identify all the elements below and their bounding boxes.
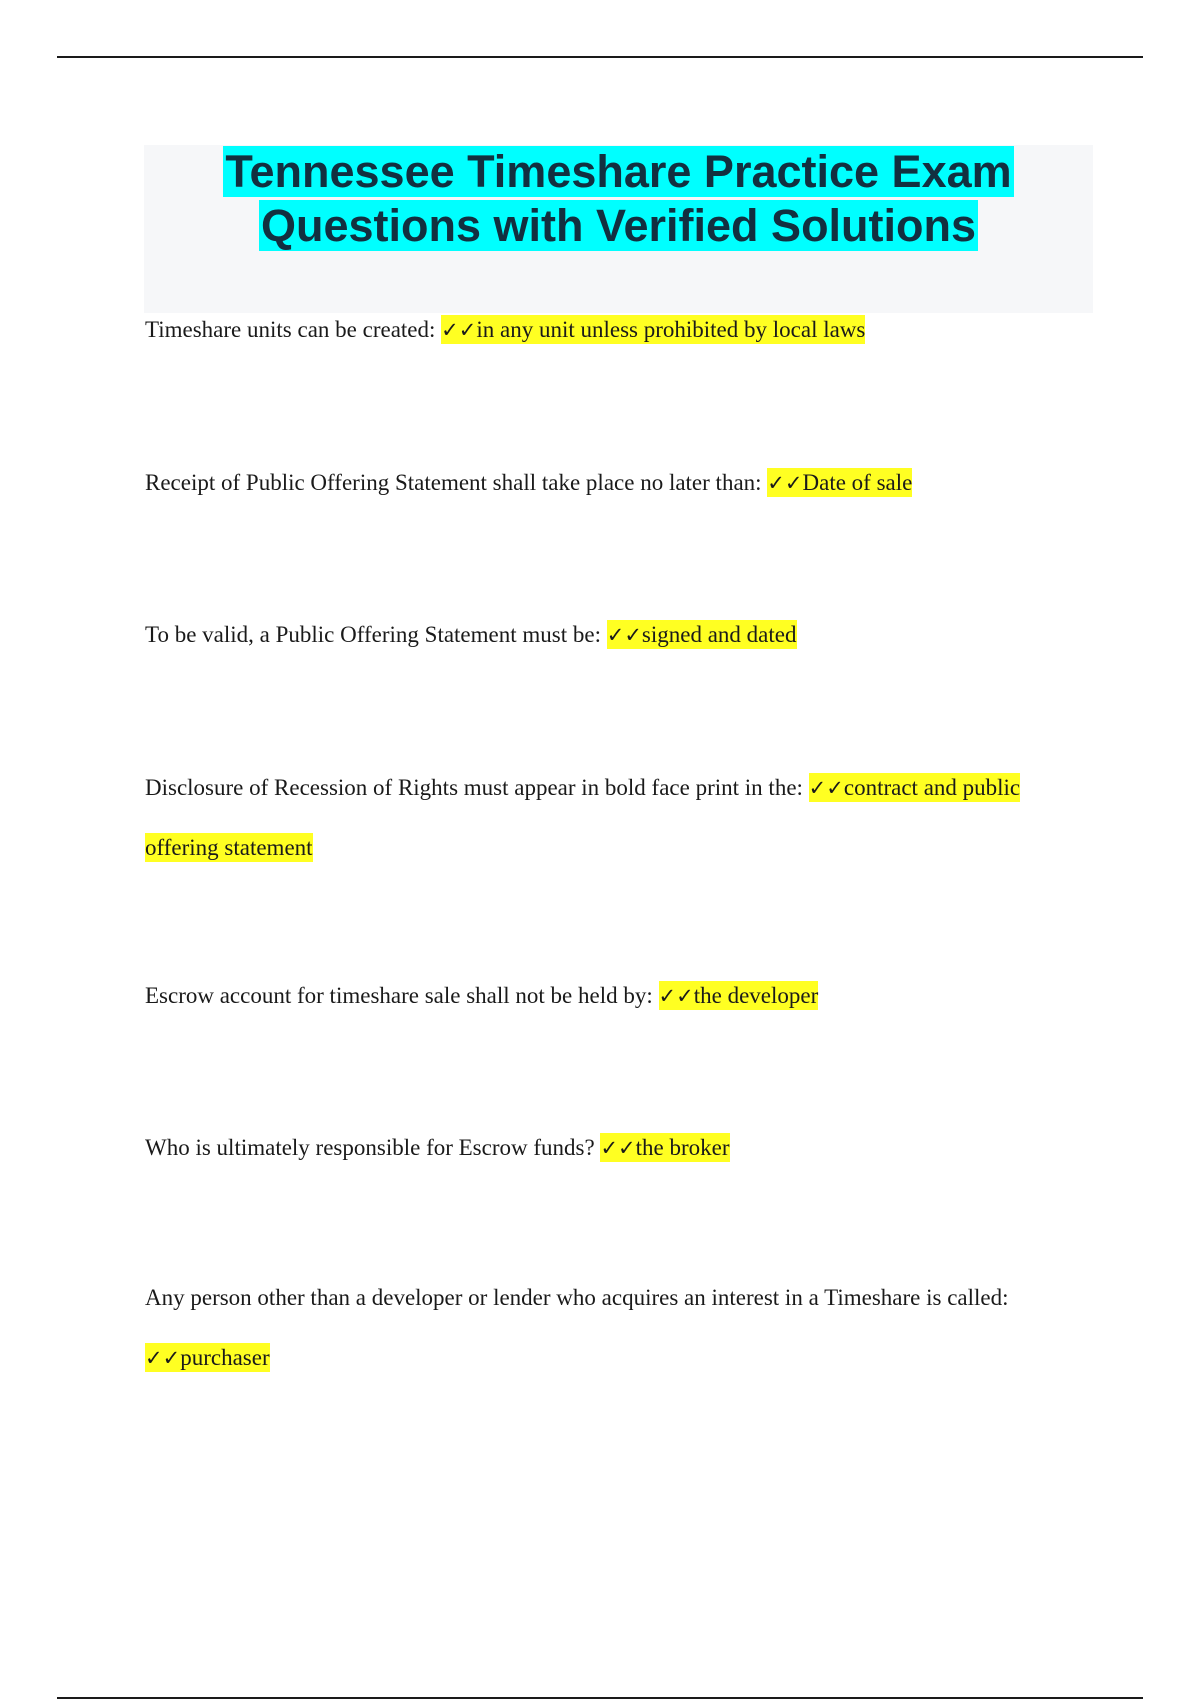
answer-text: signed and dated — [641, 622, 797, 647]
bottom-rule — [57, 1697, 1143, 1699]
answer-text: in any unit unless prohibited by local laws — [476, 317, 866, 342]
question-text: Receipt of Public Offering Statement shall take place no later than: — [145, 470, 762, 495]
page-title-line-1: Tennessee Timeshare Practice Exam — [225, 146, 1012, 197]
question-text: Disclosure of Recession of Rights must appear in bold face print in the: — [145, 775, 803, 800]
double-check-icon: ✓✓ — [606, 623, 642, 647]
question-text: Any person other than a developer or lender who acquires an interest in a Timeshare is called: — [145, 1285, 1009, 1310]
top-rule — [57, 56, 1143, 58]
title-block — [144, 145, 1093, 313]
question-text: Timeshare units can be created: — [145, 317, 436, 342]
qa-item-2 — [145, 453, 1095, 513]
double-check-icon: ✓✓ — [767, 471, 803, 495]
double-check-icon: ✓✓ — [600, 1136, 636, 1160]
answer-text: purchaser — [180, 1345, 270, 1370]
answer-text: contract and public offering statement — [145, 775, 1021, 860]
answer-highlight — [767, 468, 912, 497]
answer-highlight — [600, 1133, 729, 1162]
answer-text: the broker — [635, 1135, 730, 1160]
double-check-icon: ✓✓ — [441, 318, 477, 342]
answer-text: Date of sale — [802, 470, 913, 495]
answer-highlight — [659, 981, 819, 1010]
question-text: Escrow account for timeshare sale shall not be held by: — [145, 983, 653, 1008]
qa-item-6 — [145, 1118, 1095, 1178]
double-check-icon: ✓✓ — [808, 776, 844, 800]
double-check-icon: ✓✓ — [658, 984, 694, 1008]
answer-text: the developer — [693, 983, 819, 1008]
question-text: To be valid, a Public Offering Statement must be: — [145, 622, 601, 647]
qa-item-5 — [145, 966, 1095, 1026]
qa-item-7 — [145, 1268, 1095, 1388]
answer-highlight — [145, 1343, 270, 1372]
answer-highlight — [607, 620, 797, 649]
qa-item-4 — [145, 758, 1095, 878]
page-title-line-2: Questions with Verified Solutions — [260, 200, 977, 251]
question-text: Who is ultimately responsible for Escrow funds? — [145, 1135, 595, 1160]
qa-item-3 — [145, 605, 1095, 665]
answer-highlight — [441, 315, 865, 344]
qa-item-1 — [145, 300, 1095, 360]
double-check-icon: ✓✓ — [145, 1346, 181, 1370]
